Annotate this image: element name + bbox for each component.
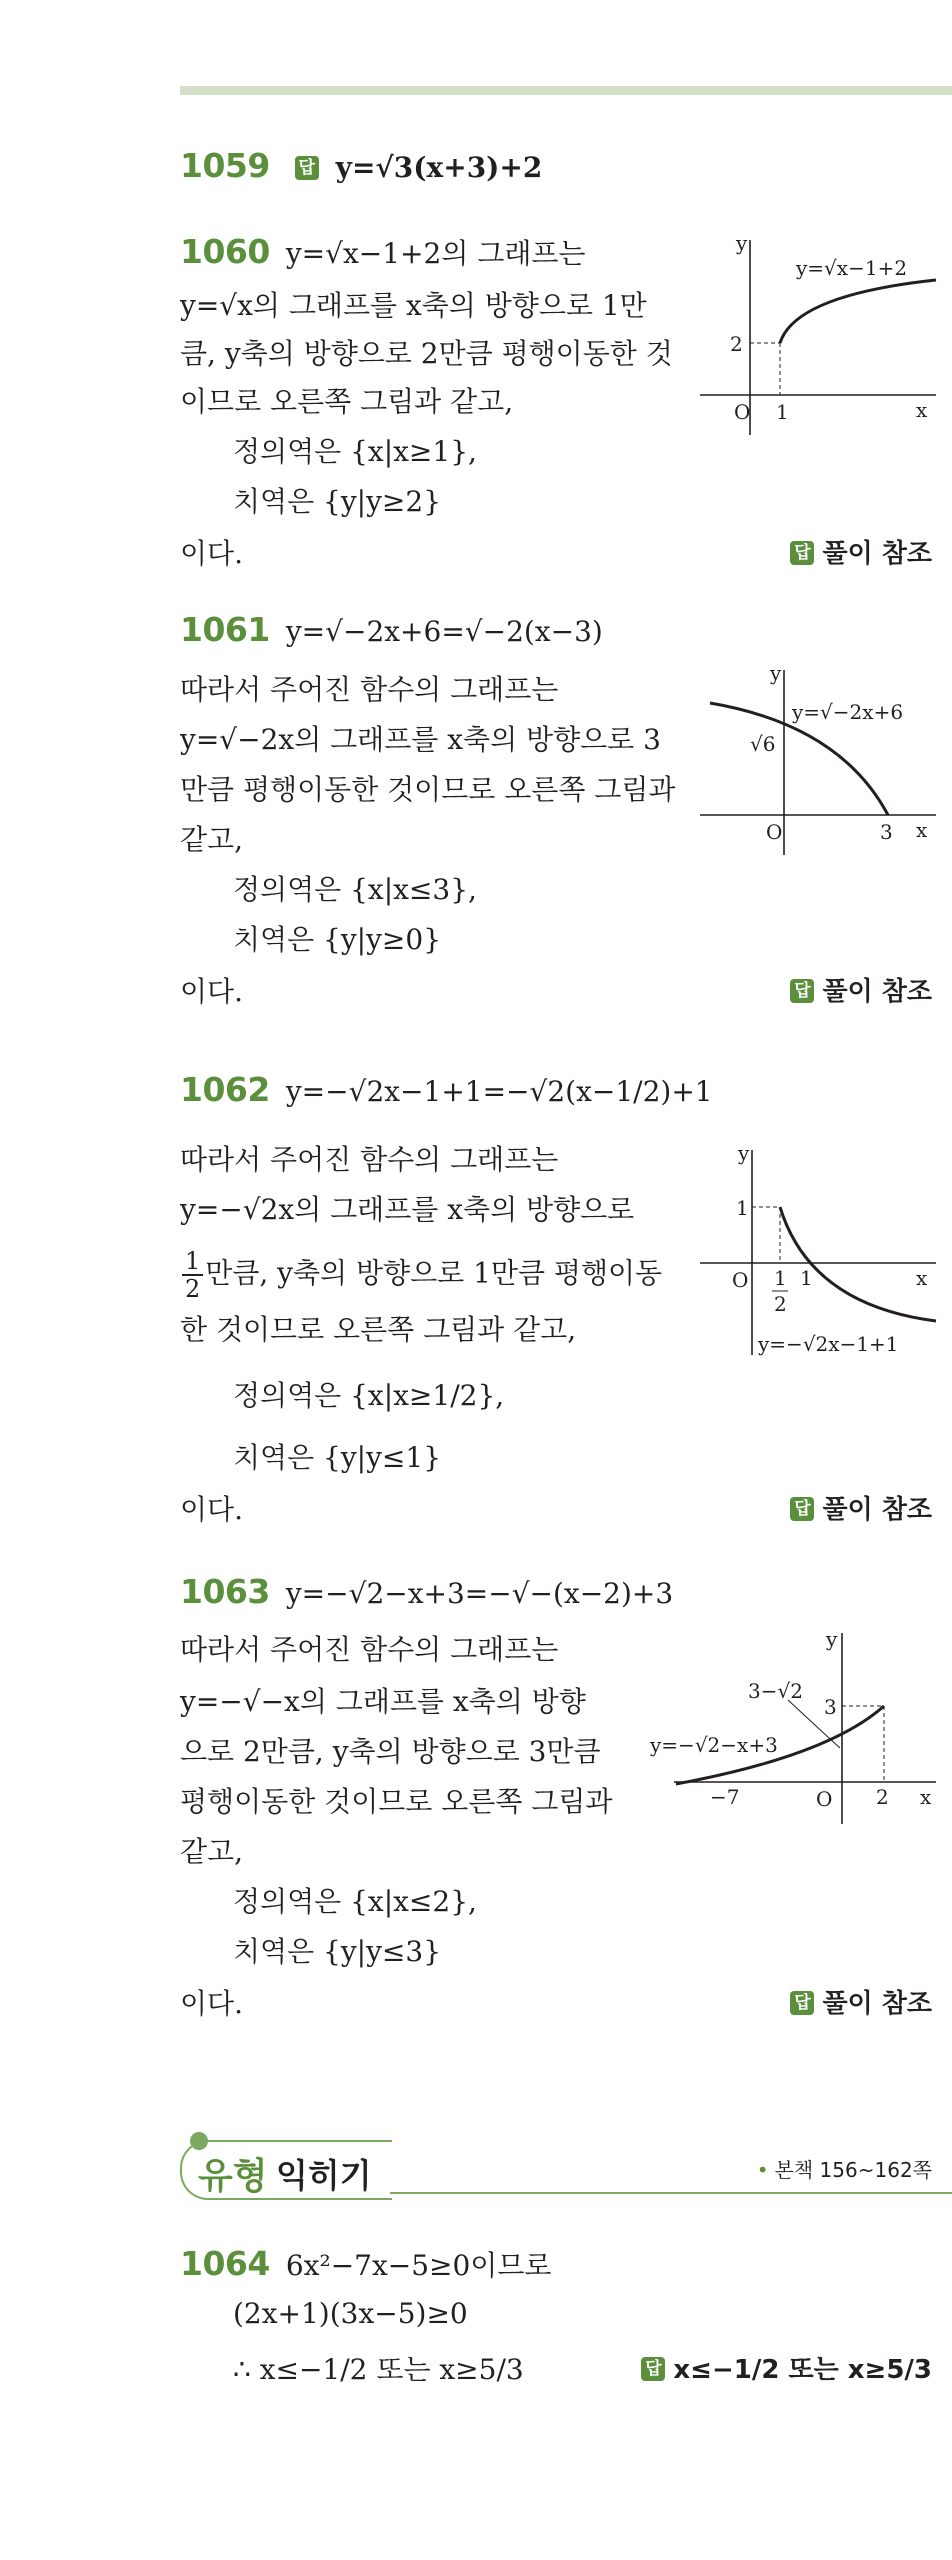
x-tick: 1	[800, 1266, 813, 1290]
problem-number: 1059	[180, 146, 270, 185]
problem-1063-line1: 따라서 주어진 함수의 그래프는	[180, 1633, 559, 1666]
problem-number: 1061	[180, 610, 270, 649]
section-title-2: 익히기	[276, 2156, 372, 2195]
answer-badge: 답	[295, 156, 319, 180]
ref-1061: 답 풀이 참조	[790, 972, 932, 1012]
problem-1061-line0	[180, 610, 603, 652]
problem-1060-line1	[180, 232, 585, 274]
section-page-ref: • 본책 156~162쪽	[757, 2154, 932, 2183]
x-tick-half-den: 2	[774, 1292, 787, 1316]
x-label: x	[916, 398, 928, 422]
equation: y=−√2−x+3=−√−(x−2)+3	[285, 1577, 674, 1610]
x-tick-2: 2	[876, 1785, 889, 1809]
x-tick: 3	[880, 820, 893, 844]
text: 의 그래프를 x축의 방향으로 3	[294, 723, 661, 756]
section-underline	[390, 2192, 952, 2194]
problem-1060-line3: 큼, y축의 방향으로 2만큼 평행이동한 것	[180, 337, 673, 370]
end-1060: 이다.	[180, 537, 243, 570]
problem-1062-line1: 따라서 주어진 함수의 그래프는	[180, 1143, 559, 1176]
end-1063: 이다.	[180, 1987, 243, 2020]
text: 6x²−7x−5≥0이므로	[285, 2249, 552, 2282]
x-label: x	[916, 818, 928, 842]
problem-1063-line3: 으로 2만큼, y축의 방향으로 3만큼	[180, 1735, 601, 1768]
answer-1064: 답 x≤−1/2 또는 x≥5/3	[641, 2350, 932, 2390]
problem-number: 1060	[180, 232, 270, 271]
problem-1062-line4: 한 것이므로 오른쪽 그림과 같고,	[180, 1313, 577, 1346]
graph-1061	[700, 661, 940, 865]
graph-1063	[648, 1628, 940, 1828]
problem-1059	[180, 146, 542, 188]
y-label: y	[826, 1627, 838, 1651]
y-label: y	[736, 231, 748, 255]
curve	[780, 1207, 936, 1321]
range-1062: 치역은 {y|y≤1}	[233, 1441, 442, 1474]
problem-1063-line5: 같고,	[180, 1835, 243, 1868]
ref-1063: 답 풀이 참조	[790, 1984, 932, 2024]
text: 의 그래프를 x축의 방향	[299, 1685, 586, 1718]
y-tick: 3	[824, 1695, 837, 1719]
equation: y=−√2x−1+1=−√2(x−1/2)+1	[285, 1075, 713, 1108]
domain-1060: 정의역은 {x|x≥1},	[233, 435, 477, 468]
problem-1064-line1	[180, 2244, 551, 2286]
problem-number: 1064	[180, 2244, 270, 2283]
problem-1063-line2: y=−√−x의 그래프를 x축의 방향	[180, 1685, 586, 1718]
end-1062: 이다.	[180, 1493, 243, 1526]
problem-1060-line2: y=√x의 그래프를 x축의 방향으로 1만	[180, 289, 647, 322]
domain-1063: 정의역은 {x|x≤2},	[233, 1885, 477, 1918]
problem-number: 1062	[180, 1070, 270, 1109]
problem-1062-line2: y=−√2x의 그래프를 x축의 방향으로	[180, 1193, 635, 1226]
problem-1062-line3: $\frac{1}{2}$ 만큼, y축의 방향으로 1만큼 평행이동	[180, 1248, 662, 1302]
problem-1062-line0	[180, 1070, 713, 1112]
range-1061: 치역은 {y|y≥0}	[233, 923, 442, 956]
y-tick: 1	[736, 1196, 749, 1220]
origin-label: O	[734, 400, 751, 424]
curve-label: y=√−2x+6	[792, 700, 904, 724]
text: 의 그래프를 x축의 방향으로	[294, 1193, 635, 1226]
problem-1064-line2: (2x+1)(3x−5)≥0	[233, 2297, 468, 2330]
curve-label: y=√x−1+2	[796, 256, 908, 280]
y-tick: 2	[730, 332, 743, 356]
y-label: y	[770, 661, 782, 685]
domain-1061: 정의역은 {x|x≤3},	[233, 873, 477, 906]
section-title-1: 유형	[198, 2156, 268, 2197]
answer-1059: y=√3(x+3)+2	[335, 151, 543, 184]
equation: y=√−2x+6=√−2(x−3)	[285, 615, 603, 648]
y-label: y	[738, 1141, 750, 1165]
origin-label: O	[766, 820, 783, 844]
graph-1060	[700, 231, 940, 435]
x-label: x	[920, 1785, 932, 1809]
problem-1064-line3: ∴ x≤−1/2 또는 x≥5/3	[233, 2353, 524, 2386]
range-1060: 치역은 {y|y≥2}	[233, 485, 442, 518]
problem-1061-line1: 따라서 주어진 함수의 그래프는	[180, 673, 559, 706]
curve-label: y=−√2−x+3	[650, 1733, 778, 1757]
ref-1062: 답 풀이 참조	[790, 1490, 932, 1530]
y-tick: √6	[750, 732, 776, 756]
text: 만큼, y축의 방향으로 1만큼 평행이동	[205, 1256, 663, 1290]
x-tick: 1	[776, 400, 789, 424]
section-header	[180, 2140, 952, 2200]
curve-label: y=−√2x−1+1	[758, 1332, 899, 1356]
top-divider	[180, 86, 952, 95]
ref-1060: 답 풀이 참조	[790, 534, 932, 574]
x-label: x	[916, 1266, 928, 1290]
problem-1063-line4: 평행이동한 것이므로 오른쪽 그림과	[180, 1785, 613, 1818]
problem-1060-line4: 이므로 오른쪽 그림과 같고,	[180, 385, 514, 418]
end-1061: 이다.	[180, 975, 243, 1008]
problem-1061-line3: 만큼 평행이동한 것이므로 오른쪽 그림과	[180, 773, 676, 806]
y-intercept-label: 3−√2	[748, 1679, 803, 1703]
domain-1062: 정의역은 {x|x≥1/2},	[233, 1379, 505, 1412]
problem-1061-line4: 같고,	[180, 823, 243, 856]
graph-1062	[700, 1141, 940, 1365]
range-1063: 치역은 {y|y≤3}	[233, 1935, 442, 1968]
problem-1061-line2: y=√−2x의 그래프를 x축의 방향으로 3	[180, 723, 661, 756]
x-tick-half-num: 1	[774, 1266, 787, 1290]
x-tick-neg7: −7	[710, 1785, 740, 1809]
origin-label: O	[816, 1787, 833, 1811]
problem-1063-line0	[180, 1572, 673, 1614]
curve	[780, 280, 936, 343]
problem-number: 1063	[180, 1572, 270, 1611]
text: 의 그래프는	[441, 237, 586, 270]
equation: y=√x−1+2	[285, 237, 442, 270]
origin-label: O	[732, 1268, 749, 1292]
text: 의 그래프를 x축의 방향으로 1만	[252, 289, 647, 322]
